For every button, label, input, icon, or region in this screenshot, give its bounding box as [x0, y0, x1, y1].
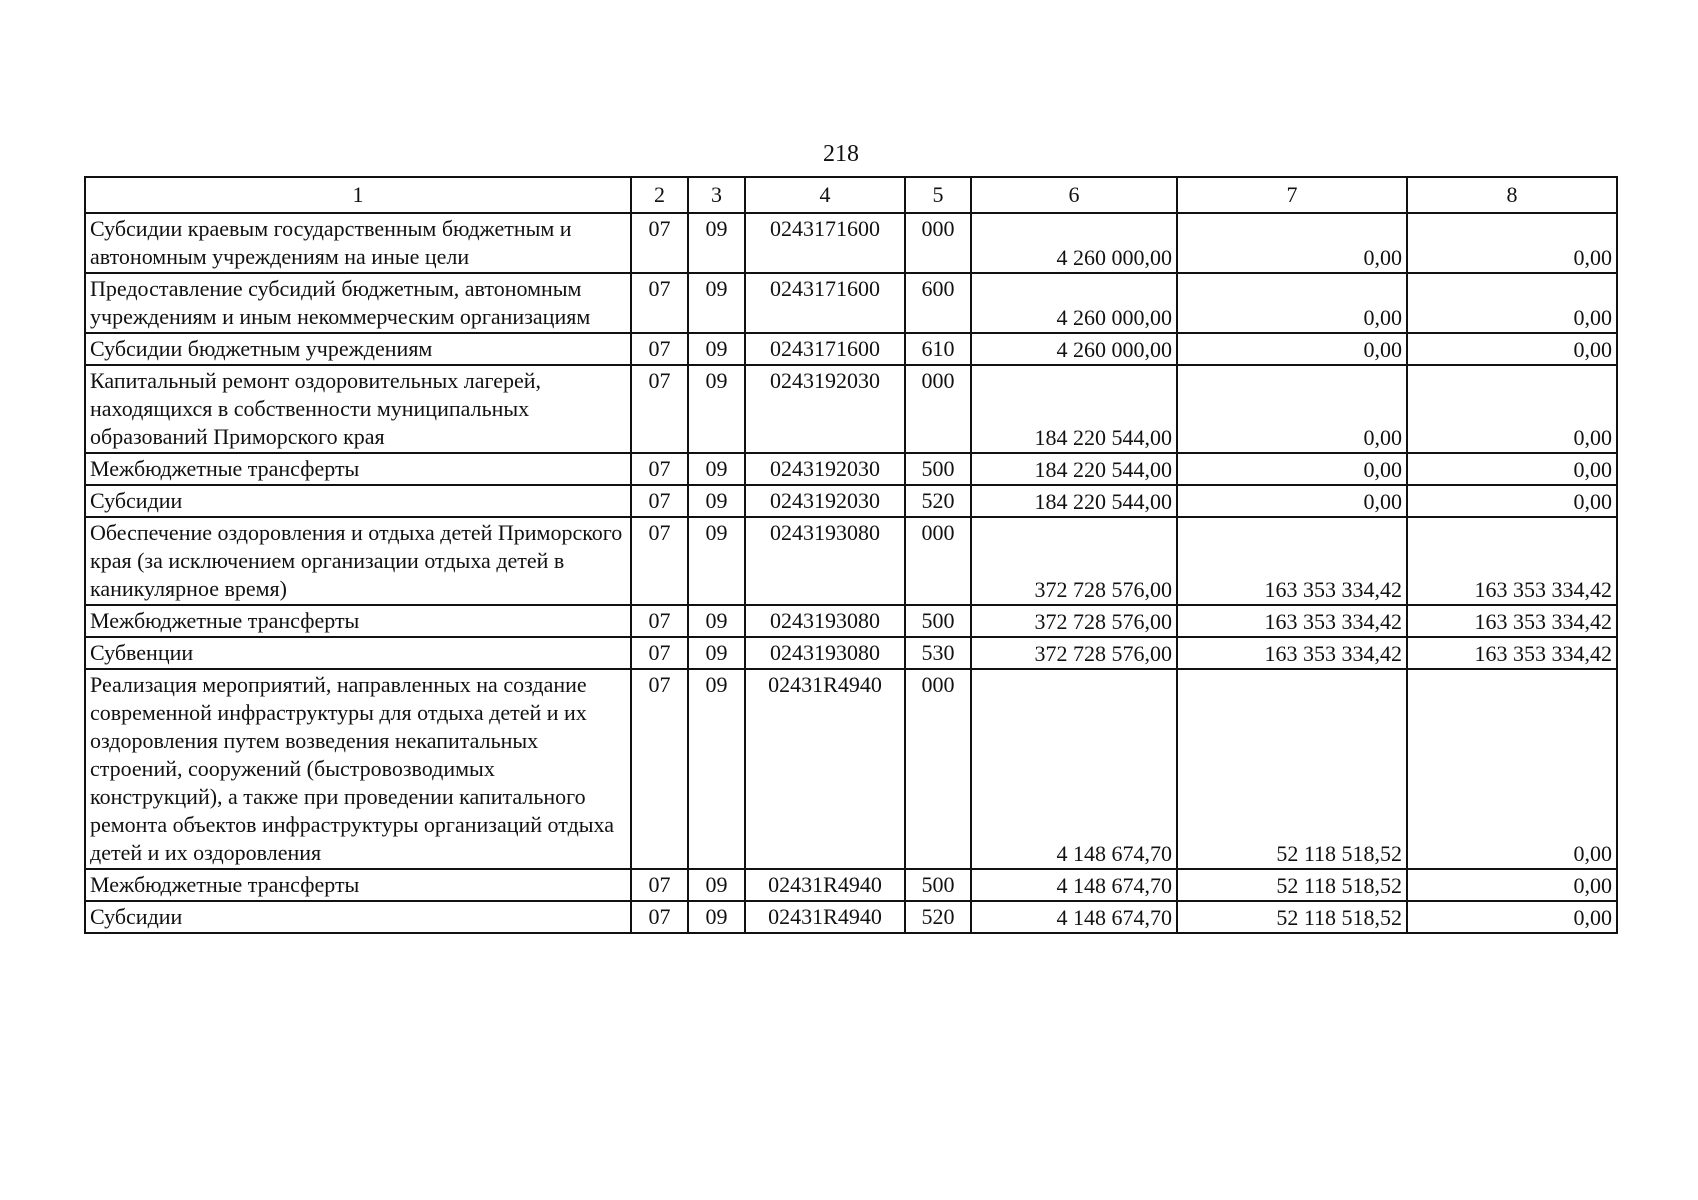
- row-name-cell: Субвенции: [85, 637, 631, 669]
- amount-col8-cell: 163 353 334,42: [1407, 605, 1617, 637]
- amount-col6-cell: 4 148 674,70: [971, 669, 1177, 869]
- amount-col8-cell: 0,00: [1407, 213, 1617, 273]
- amount-col7-cell: 163 353 334,42: [1177, 605, 1407, 637]
- target-article-cell: 0243171600: [745, 213, 905, 273]
- target-article-cell: 02431R4940: [745, 669, 905, 869]
- expense-type-cell: 500: [905, 453, 971, 485]
- amount-col8-cell: 0,00: [1407, 453, 1617, 485]
- table-row: [85, 869, 1617, 901]
- row-name-cell: Субсидии: [85, 901, 631, 933]
- amount-col6-cell: 4 148 674,70: [971, 869, 1177, 901]
- row-name-cell: Межбюджетные трансферты: [85, 605, 631, 637]
- subsection-code-cell: 09: [688, 485, 745, 517]
- subsection-code-cell: 09: [688, 333, 745, 365]
- amount-col7-cell: 0,00: [1177, 365, 1407, 453]
- row-name-cell: Межбюджетные трансферты: [85, 453, 631, 485]
- table-row: [85, 213, 1617, 273]
- row-name-cell: Субсидии краевым государственным бюджетным и автономным учреждениям на иные цели: [85, 213, 631, 273]
- subsection-code-cell: 09: [688, 869, 745, 901]
- column-header: 6: [971, 177, 1177, 213]
- target-article-cell: 0243171600: [745, 333, 905, 365]
- target-article-cell: 0243171600: [745, 273, 905, 333]
- amount-col7-cell: 0,00: [1177, 273, 1407, 333]
- amount-col6-cell: 184 220 544,00: [971, 365, 1177, 453]
- row-name-cell: Капитальный ремонт оздоровительных лагерей, находящихся в собственности муниципальных образований Приморского края: [85, 365, 631, 453]
- amount-col7-cell: 0,00: [1177, 485, 1407, 517]
- row-name-cell: Реализация мероприятий, направленных на создание современной инфраструктуры для отдыха детей и их оздоровления путем возведения некапитальных строений, сооружений (быстровозводимых конструкций), а также при проведении капитального ремонта объектов инфраструктуры организаций отдыха детей и их оздоровления: [85, 669, 631, 869]
- amount-col6-cell: 184 220 544,00: [971, 485, 1177, 517]
- amount-col8-cell: 163 353 334,42: [1407, 637, 1617, 669]
- amount-col6-cell: 372 728 576,00: [971, 605, 1177, 637]
- amount-col6-cell: 4 260 000,00: [971, 273, 1177, 333]
- expense-type-cell: 000: [905, 365, 971, 453]
- page-number: 218: [823, 141, 859, 167]
- column-header: 4: [745, 177, 905, 213]
- amount-col7-cell: 52 118 518,52: [1177, 669, 1407, 869]
- table-row: [85, 273, 1617, 333]
- expense-type-cell: 520: [905, 485, 971, 517]
- amount-col7-cell: 163 353 334,42: [1177, 517, 1407, 605]
- row-name-cell: Предоставление субсидий бюджетным, автономным учреждениям и иным некоммерческим организациям: [85, 273, 631, 333]
- table-row: [85, 669, 1617, 869]
- section-code-cell: 07: [631, 869, 688, 901]
- amount-col8-cell: 0,00: [1407, 869, 1617, 901]
- amount-col7-cell: 0,00: [1177, 213, 1407, 273]
- amount-col7-cell: 52 118 518,52: [1177, 869, 1407, 901]
- column-header: 7: [1177, 177, 1407, 213]
- table-row: [85, 901, 1617, 933]
- row-name-cell: Обеспечение оздоровления и отдыха детей Приморского края (за исключением организации отдыха детей в каникулярное время): [85, 517, 631, 605]
- expense-type-cell: 600: [905, 273, 971, 333]
- section-code-cell: 07: [631, 517, 688, 605]
- section-code-cell: 07: [631, 605, 688, 637]
- expense-type-cell: 610: [905, 333, 971, 365]
- subsection-code-cell: 09: [688, 669, 745, 869]
- column-header: 8: [1407, 177, 1617, 213]
- amount-col8-cell: 0,00: [1407, 333, 1617, 365]
- section-code-cell: 07: [631, 273, 688, 333]
- subsection-code-cell: 09: [688, 365, 745, 453]
- target-article-cell: 0243192030: [745, 453, 905, 485]
- amount-col6-cell: 372 728 576,00: [971, 637, 1177, 669]
- row-name-cell: Субсидии: [85, 485, 631, 517]
- section-code-cell: 07: [631, 485, 688, 517]
- amount-col6-cell: 4 260 000,00: [971, 333, 1177, 365]
- amount-col6-cell: 184 220 544,00: [971, 453, 1177, 485]
- section-code-cell: 07: [631, 333, 688, 365]
- target-article-cell: 0243193080: [745, 637, 905, 669]
- subsection-code-cell: 09: [688, 213, 745, 273]
- row-name-cell: Межбюджетные трансферты: [85, 869, 631, 901]
- amount-col7-cell: 0,00: [1177, 333, 1407, 365]
- expense-type-cell: 500: [905, 605, 971, 637]
- table-row: [85, 605, 1617, 637]
- section-code-cell: 07: [631, 637, 688, 669]
- subsection-code-cell: 09: [688, 273, 745, 333]
- header-row: [85, 177, 1617, 213]
- section-code-cell: 07: [631, 669, 688, 869]
- subsection-code-cell: 09: [688, 517, 745, 605]
- expense-type-cell: 000: [905, 517, 971, 605]
- amount-col7-cell: 163 353 334,42: [1177, 637, 1407, 669]
- amount-col6-cell: 4 260 000,00: [971, 213, 1177, 273]
- amount-col8-cell: 163 353 334,42: [1407, 517, 1617, 605]
- section-code-cell: 07: [631, 453, 688, 485]
- table-row: [85, 453, 1617, 485]
- target-article-cell: 0243192030: [745, 485, 905, 517]
- target-article-cell: 0243193080: [745, 605, 905, 637]
- expense-type-cell: 520: [905, 901, 971, 933]
- amount-col7-cell: 0,00: [1177, 453, 1407, 485]
- amount-col8-cell: 0,00: [1407, 365, 1617, 453]
- amount-col7-cell: 52 118 518,52: [1177, 901, 1407, 933]
- subsection-code-cell: 09: [688, 901, 745, 933]
- expense-type-cell: 000: [905, 213, 971, 273]
- amount-col8-cell: 0,00: [1407, 901, 1617, 933]
- expense-type-cell: 000: [905, 669, 971, 869]
- subsection-code-cell: 09: [688, 453, 745, 485]
- row-name-cell: Субсидии бюджетным учреждениям: [85, 333, 631, 365]
- subsection-code-cell: 09: [688, 605, 745, 637]
- target-article-cell: 0243192030: [745, 365, 905, 453]
- expense-type-cell: 530: [905, 637, 971, 669]
- target-article-cell: 02431R4940: [745, 901, 905, 933]
- table-row: [85, 365, 1617, 453]
- amount-col8-cell: 0,00: [1407, 273, 1617, 333]
- column-header: 2: [631, 177, 688, 213]
- target-article-cell: 02431R4940: [745, 869, 905, 901]
- amount-col8-cell: 0,00: [1407, 485, 1617, 517]
- table-row: [85, 637, 1617, 669]
- column-header: 3: [688, 177, 745, 213]
- column-header: 5: [905, 177, 971, 213]
- table-row: [85, 485, 1617, 517]
- amount-col6-cell: 372 728 576,00: [971, 517, 1177, 605]
- section-code-cell: 07: [631, 365, 688, 453]
- amount-col6-cell: 4 148 674,70: [971, 901, 1177, 933]
- section-code-cell: 07: [631, 901, 688, 933]
- column-header: 1: [85, 177, 631, 213]
- target-article-cell: 0243193080: [745, 517, 905, 605]
- section-code-cell: 07: [631, 213, 688, 273]
- subsection-code-cell: 09: [688, 637, 745, 669]
- expense-type-cell: 500: [905, 869, 971, 901]
- budget-table: [84, 176, 1618, 934]
- amount-col8-cell: 0,00: [1407, 669, 1617, 869]
- table-row: [85, 333, 1617, 365]
- table-row: [85, 517, 1617, 605]
